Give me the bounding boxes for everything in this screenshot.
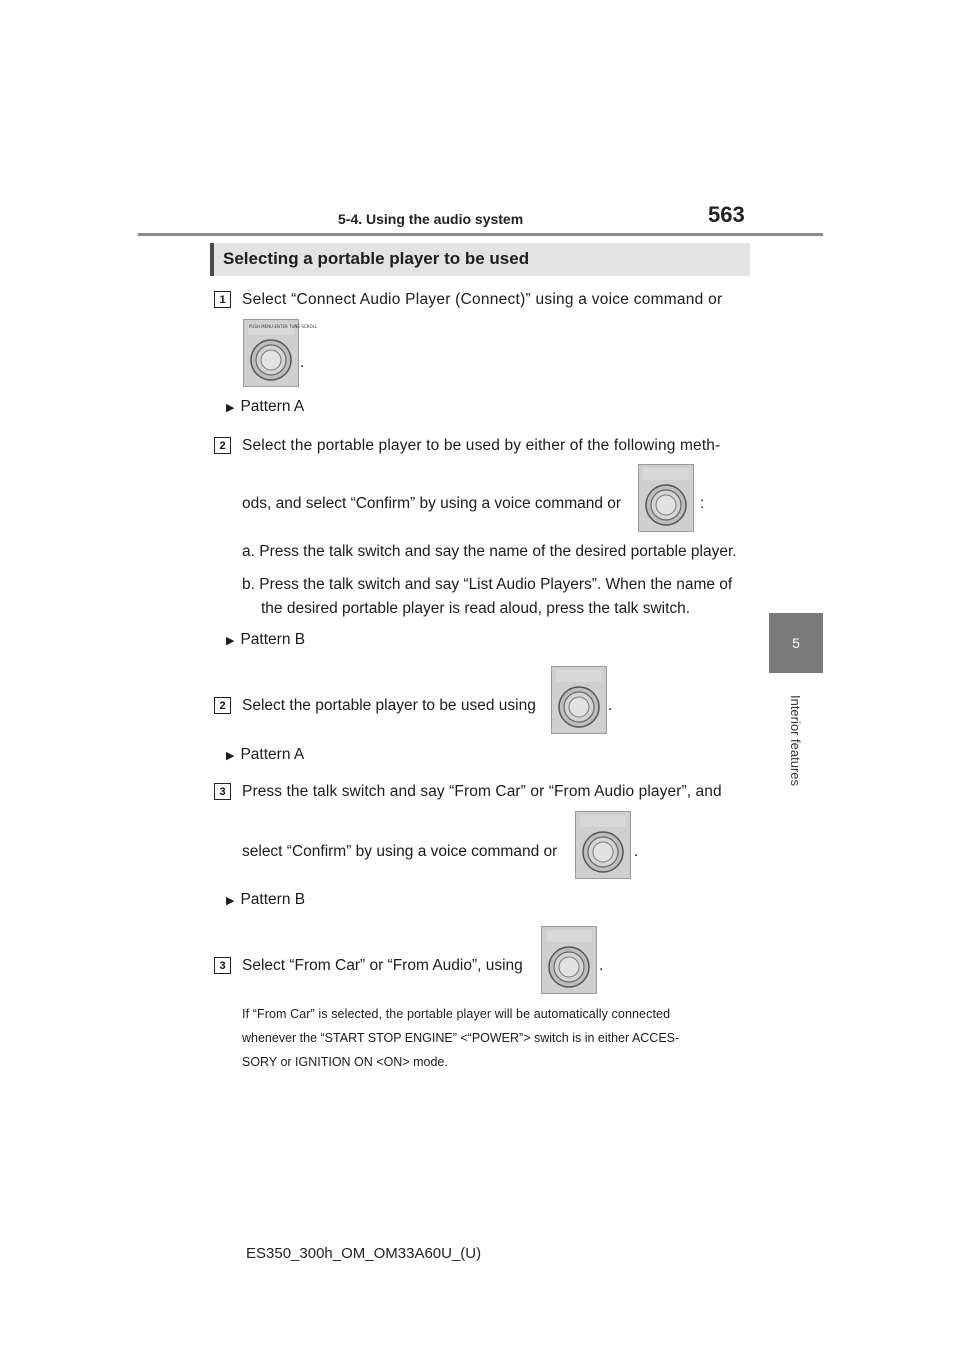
step-badge-2b: 2 <box>214 697 231 714</box>
triangle-icon: ▶ <box>226 402 235 414</box>
page-number: 563 <box>708 202 745 227</box>
note-line-2: whenever the “START STOP ENGINE” <“POWER”> switch is in either ACCES- <box>242 1031 680 1045</box>
step2a-item-b-2: the desired portable player is read aloud, press the talk switch. <box>261 600 691 617</box>
svg-text:PUSH MENU-ENTER TUNE-SCROLL: PUSH MENU-ENTER TUNE-SCROLL <box>249 324 318 329</box>
step1-suffix: . <box>300 354 305 371</box>
title-accent <box>210 243 214 276</box>
step2b-suffix: . <box>608 697 613 714</box>
triangle-icon: ▶ <box>226 635 235 647</box>
step2a-item-b-1: b. Press the talk switch and say “List Audio Players”. When the name of <box>242 576 733 593</box>
step1-text: Select “Connect Audio Player (Connect)” using a voice command or <box>242 291 723 308</box>
chapter-label: Interior features <box>788 694 804 786</box>
step2b-text: Select the portable player to be used using <box>242 697 536 714</box>
step3a-suffix: . <box>634 843 639 860</box>
note-line-3: SORY or IGNITION ON <ON> mode. <box>242 1055 448 1069</box>
tune-scroll-knob-icon <box>541 926 597 994</box>
section-header: 5-4. Using the audio system <box>338 211 524 227</box>
pattern-b-heading: ▶ Pattern B <box>226 891 306 908</box>
pattern-b-heading: ▶ Pattern B <box>226 631 306 648</box>
step-badge-1: 1 <box>214 291 231 308</box>
section-title: Selecting a portable player to be used <box>223 249 530 268</box>
chapter-tab: 5 <box>769 613 823 673</box>
step3a-text-1: Press the talk switch and say “From Car” or “From Audio player”, and <box>242 783 722 800</box>
step3a-text-2: select “Confirm” by using a voice command or <box>242 843 558 860</box>
pattern-a-heading: ▶ Pattern A <box>226 746 305 763</box>
step-badge-3b: 3 <box>214 957 231 974</box>
section-title-bar <box>210 243 750 276</box>
step-badge-2a: 2 <box>214 437 231 454</box>
step-badge-3a: 3 <box>214 783 231 800</box>
step3b-text: Select “From Car” or “From Audio”, using <box>242 957 523 974</box>
step3b-suffix: . <box>599 957 604 974</box>
triangle-icon: ▶ <box>226 895 235 907</box>
header-rule <box>138 233 823 236</box>
tune-scroll-knob-icon <box>551 666 607 734</box>
tune-scroll-knob-icon <box>638 464 694 532</box>
tune-scroll-knob-icon <box>575 811 631 879</box>
triangle-icon: ▶ <box>226 750 235 762</box>
step2a-item-a: a. Press the talk switch and say the name of the desired portable player. <box>242 543 737 560</box>
manual-code: ES350_300h_OM_OM33A60U_(U) <box>246 1245 482 1262</box>
step2a-suffix: : <box>700 495 705 512</box>
step2a-text-2: ods, and select “Confirm” by using a voice command or <box>242 495 622 512</box>
tune-scroll-knob-icon <box>243 319 318 387</box>
pattern-a-heading: ▶ Pattern A <box>226 398 305 415</box>
note-line-1: If “From Car” is selected, the portable player will be automatically connected <box>242 1007 671 1021</box>
step2a-text-1: Select the portable player to be used by either of the following meth- <box>242 437 721 454</box>
